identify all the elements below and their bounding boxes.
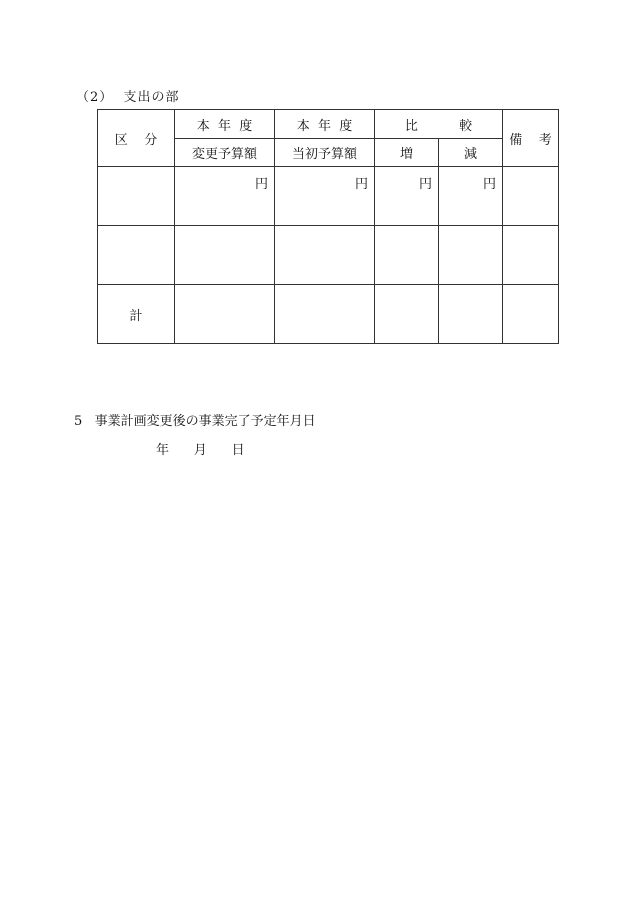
unit-decrease: 円 — [439, 167, 503, 226]
cell-changed-budget — [175, 226, 275, 285]
cell-kubun — [98, 226, 175, 285]
total-changed-budget — [175, 285, 275, 344]
total-decrease — [439, 285, 503, 344]
header-row-1 — [98, 110, 559, 139]
unit-increase: 円 — [375, 167, 439, 226]
unit-initial-budget: 円 — [275, 167, 375, 226]
header-current-year-changed: 本 年 度 — [175, 110, 275, 139]
header-remarks: 備 考 — [503, 110, 559, 167]
header-current-year-initial: 本 年 度 — [275, 110, 375, 139]
cell-kubun — [98, 167, 175, 226]
total-row — [98, 285, 559, 344]
cell-remarks — [503, 167, 559, 226]
section-heading: （2） 支出の部 — [76, 90, 180, 105]
table-row — [98, 167, 559, 226]
unit-changed-budget: 円 — [175, 167, 275, 226]
total-remarks — [503, 285, 559, 344]
item-5-heading: 5 事業計画変更後の事業完了予定年月日 — [74, 414, 316, 429]
header-decrease: 減 — [439, 139, 503, 167]
header-increase: 増 — [375, 139, 439, 167]
total-initial-budget — [275, 285, 375, 344]
cell-remarks — [503, 226, 559, 285]
total-increase — [375, 285, 439, 344]
cell-increase — [375, 226, 439, 285]
header-kubun: 区 分 — [98, 110, 175, 167]
completion-date: 年 月 日 — [156, 443, 245, 458]
cell-initial-budget — [275, 226, 375, 285]
total-label: 計 — [98, 285, 175, 344]
table-row — [98, 226, 559, 285]
cell-decrease — [439, 226, 503, 285]
header-changed-budget: 変更予算額 — [175, 139, 275, 167]
header-initial-budget: 当初予算額 — [275, 139, 375, 167]
header-comparison: 比 較 — [375, 110, 503, 139]
expenditure-table — [97, 109, 559, 344]
